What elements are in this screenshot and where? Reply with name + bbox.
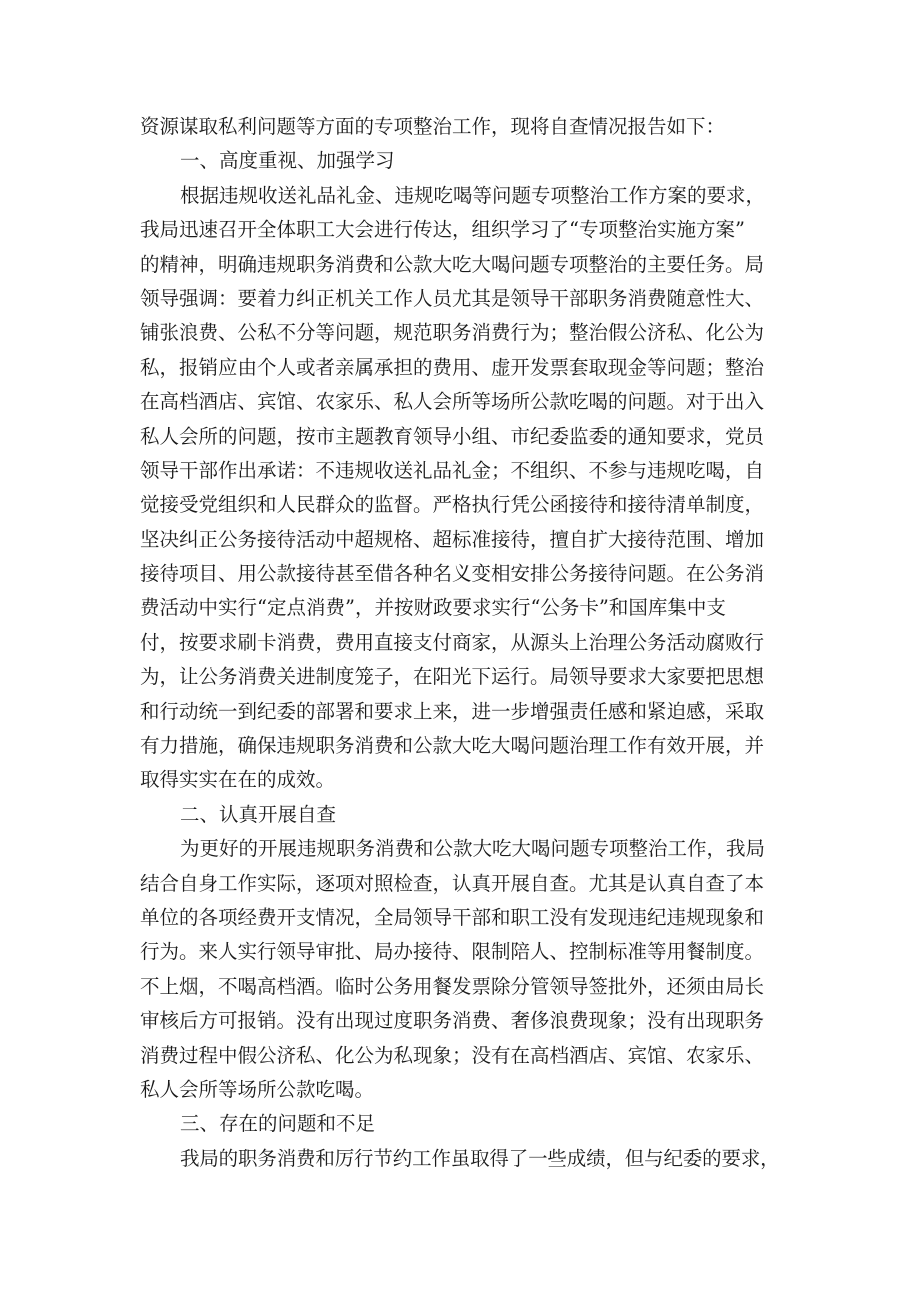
text-line: 不上烟，不喝高档酒。临时公务用餐发票除分管领导签批外，还须由局长 — [140, 974, 765, 998]
text-line: 资源谋取私利问题等方面的专项整治工作，现将自查情况报告如下： — [140, 115, 726, 138]
text-line: 铺张浪费、公私不分等问题，规范职务消费行为；整治假公济私、化公为 — [140, 321, 765, 345]
text-line: 的精神，明确违规职务消费和公款大吃大喝问题专项整治的主要任务。局 — [140, 252, 765, 276]
text-line: 费活动中实行“定点消费”，并按财政要求实行“公务卡”和国库集中支 — [140, 596, 726, 620]
text-line: 私人会所等场所公款吃喝。 — [140, 1077, 375, 1101]
text-line: 单位的各项经费开支情况，全局领导干部和职工没有发现违纪违规现象和 — [140, 905, 765, 929]
text-line: 行为。来人实行领导审批、局办接待、限制陪人、控制标准等用餐制度。 — [140, 940, 765, 964]
text-line: 取得实实在在的成效。 — [140, 768, 336, 792]
text-line: 觉接受党组织和人民群众的监督。严格执行凭公函接待和接待清单制度， — [140, 493, 765, 517]
text-line: 领导干部作出承诺：不违规收送礼品礼金；不组织、不参与违规吃喝，自 — [140, 458, 765, 482]
text-line: 有力措施，确保违规职务消费和公款大吃大喝问题治理工作有效开展，并 — [140, 734, 765, 758]
text-line: 为，让公务消费关进制度笼子，在阳光下运行。局领导要求大家要把思想 — [140, 665, 765, 689]
text-line: 在高档酒店、宾馆、农家乐、私人会所等场所公款吃喝的问题。对于出入 — [140, 390, 765, 414]
text-line: 领导强调：要着力纠正机关工作人员尤其是领导干部职务消费随意性大、 — [140, 286, 765, 310]
text-line: 私，报销应由个人或者亲属承担的费用、虚开发票套取现金等问题；整治 — [140, 355, 765, 379]
document-body — [140, 110, 780, 1176]
text-line: 付，按要求刷卡消费，费用直接支付商家，从源头上治理公务活动腐败行 — [140, 630, 765, 654]
text-line: 私人会所的问题，按市主题教育领导小组、市纪委监委的通知要求，党员 — [140, 424, 765, 448]
text-line: 消费过程中假公济私、化公为私现象；没有在高档酒店、宾馆、农家乐、 — [140, 1043, 765, 1067]
text-line: 二、认真开展自查 — [180, 802, 337, 826]
text-line: 结合自身工作实际，逐项对照检查，认真开展自查。尤其是认真自查了本 — [140, 871, 765, 895]
text-line: 三、存在的问题和不足 — [180, 1112, 376, 1136]
text-line: 和行动统一到纪委的部署和要求上来，进一步增强责任感和紧迫感，采取 — [140, 699, 765, 723]
text-line: 接待项目、用公款接待甚至借各种名义变相安排公务接待问题。在公务消 — [140, 562, 765, 586]
text-line: 我局迅速召开全体职工大会进行传达，组织学习了“专项整治实施方案” — [140, 218, 745, 242]
text-line: 根据违规收送礼品礼金、违规吃喝等问题专项整治工作方案的要求， — [180, 183, 766, 207]
text-line: 一、高度重视、加强学习 — [180, 149, 395, 173]
text-line: 坚决纠正公务接待活动中超规格、超标准接待，擅自扩大接待范围、增加 — [140, 527, 765, 551]
text-line: 我局的职务消费和厉行节约工作虽取得了一些成绩，但与纪委的要求， — [180, 1146, 780, 1170]
text-line: 审核后方可报销。没有出现过度职务消费、奢侈浪费现象；没有出现职务 — [140, 1009, 765, 1033]
text-line: 为更好的开展违规职务消费和公款大吃大喝问题专项整治工作，我局 — [180, 837, 766, 861]
